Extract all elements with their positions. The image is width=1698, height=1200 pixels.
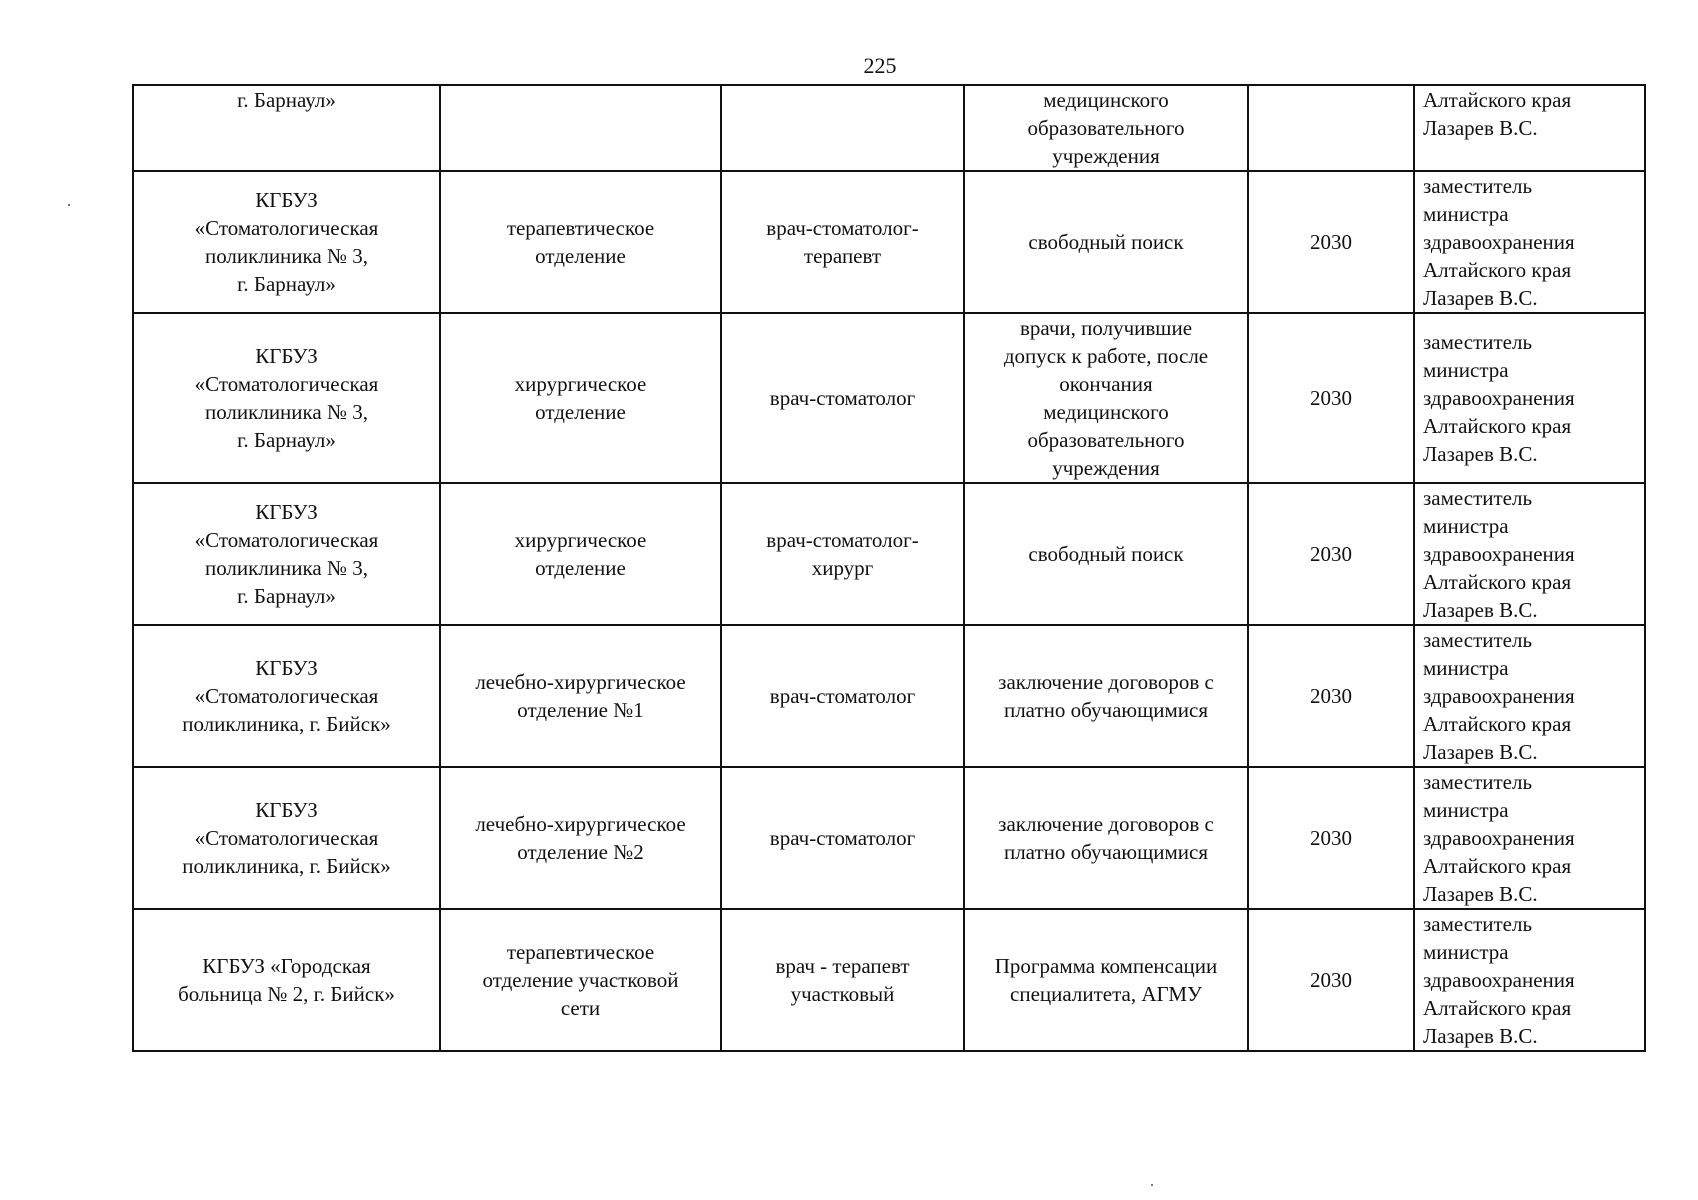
institution-cell: КГБУЗ «Стоматологическая поликлиника № 3, г. Барнаул»: [133, 171, 440, 313]
position-cell: врач-стоматолог- терапевт: [721, 171, 964, 313]
method-cell: Программа компенсации специалитета, АГМУ: [964, 909, 1248, 1051]
table-row: [133, 625, 1645, 767]
position-cell: врач-стоматолог: [721, 767, 964, 909]
table-row: [133, 313, 1645, 483]
year-cell: 2030: [1248, 909, 1414, 1051]
method-cell: медицинского образовательного учреждения: [964, 85, 1248, 171]
year-cell: 2030: [1248, 625, 1414, 767]
department-cell: хирургическое отделение: [440, 483, 721, 625]
position-cell: врач-стоматолог- хирург: [721, 483, 964, 625]
table-row: [133, 767, 1645, 909]
institution-cell: КГБУЗ «Стоматологическая поликлиника, г. Бийск»: [133, 625, 440, 767]
method-cell: свободный поиск: [964, 171, 1248, 313]
responsible-cell: Алтайского края Лазарев В.С.: [1414, 85, 1645, 171]
position-cell: врач-стоматолог: [721, 625, 964, 767]
scan-speck: [1151, 1184, 1153, 1186]
scan-speck: [68, 204, 70, 206]
page-number: 225: [863, 53, 897, 78]
position-cell: [721, 85, 964, 171]
institution-cell: КГБУЗ «Стоматологическая поликлиника, г. Бийск»: [133, 767, 440, 909]
department-cell: лечебно-хирургическое отделение №2: [440, 767, 721, 909]
responsible-cell: заместитель министра здравоохранения Алтайского края Лазарев В.С.: [1414, 313, 1645, 483]
department-cell: [440, 85, 721, 171]
responsible-cell: заместитель министра здравоохранения Алтайского края Лазарев В.С.: [1414, 625, 1645, 767]
staffing-table: [132, 84, 1646, 1052]
department-cell: терапевтическое отделение участковой сети: [440, 909, 721, 1051]
responsible-cell: заместитель министра здравоохранения Алтайского края Лазарев В.С.: [1414, 171, 1645, 313]
department-cell: хирургическое отделение: [440, 313, 721, 483]
method-cell: врачи, получившие допуск к работе, после окончания медицинского образовательного учреждения: [964, 313, 1248, 483]
institution-cell: КГБУЗ «Городская больница № 2, г. Бийск»: [133, 909, 440, 1051]
department-cell: терапевтическое отделение: [440, 171, 721, 313]
year-cell: 2030: [1248, 483, 1414, 625]
position-cell: врач-стоматолог: [721, 313, 964, 483]
table-row: [133, 909, 1645, 1051]
year-cell: [1248, 85, 1414, 171]
institution-cell: КГБУЗ «Стоматологическая поликлиника № 3, г. Барнаул»: [133, 313, 440, 483]
institution-cell: г. Барнаул»: [133, 85, 440, 171]
department-cell: лечебно-хирургическое отделение №1: [440, 625, 721, 767]
institution-cell: КГБУЗ «Стоматологическая поликлиника № 3, г. Барнаул»: [133, 483, 440, 625]
method-cell: свободный поиск: [964, 483, 1248, 625]
table-row: [133, 85, 1645, 171]
year-cell: 2030: [1248, 171, 1414, 313]
position-cell: врач - терапевт участковый: [721, 909, 964, 1051]
year-cell: 2030: [1248, 767, 1414, 909]
table-row: [133, 483, 1645, 625]
method-cell: заключение договоров с платно обучающимися: [964, 767, 1248, 909]
year-cell: 2030: [1248, 313, 1414, 483]
table-row: [133, 171, 1645, 313]
responsible-cell: заместитель министра здравоохранения Алтайского края Лазарев В.С.: [1414, 767, 1645, 909]
responsible-cell: заместитель министра здравоохранения Алтайского края Лазарев В.С.: [1414, 483, 1645, 625]
responsible-cell: заместитель министра здравоохранения Алтайского края Лазарев В.С.: [1414, 909, 1645, 1051]
method-cell: заключение договоров с платно обучающимися: [964, 625, 1248, 767]
